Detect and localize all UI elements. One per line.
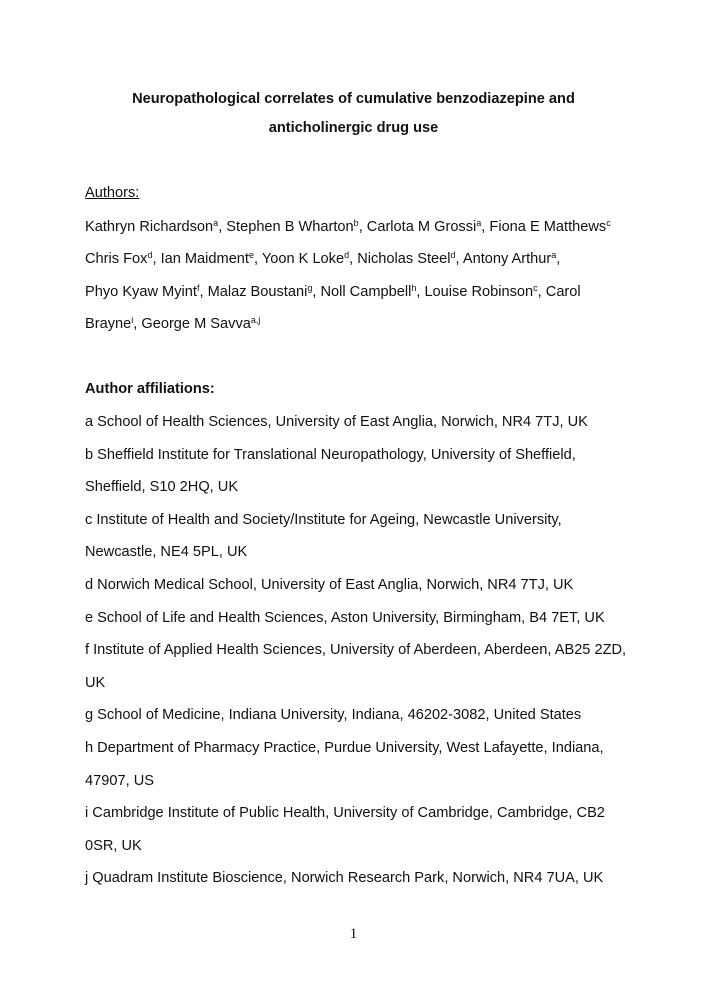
author-line: Kathryn Richardson$^a$, Stephen B Wharton$^b$, Carlota M Grossi$^a$, Fiona E Matthews$^c$ bbox=[85, 218, 611, 235]
author-name: Nicholas Steel bbox=[357, 251, 451, 267]
author-sup: c bbox=[606, 218, 611, 228]
affiliation-line: h Department of Pharmacy Practice, Purdue University, West Lafayette, Indiana, bbox=[85, 740, 604, 756]
author-line: Brayne$^i$, George M Savva$^{a,j}$ bbox=[85, 315, 261, 332]
affiliation-line: Sheffield, S10 2HQ, UK bbox=[85, 479, 239, 496]
author-sup: d bbox=[344, 250, 350, 260]
author-sup: d bbox=[147, 250, 153, 260]
author-sup: g bbox=[307, 283, 313, 293]
author-sup: d bbox=[450, 250, 456, 260]
author-name: Chris Fox bbox=[85, 251, 148, 267]
affiliation-line: i Cambridge Institute of Public Health, University of Cambridge, Cambridge, CB2 bbox=[85, 805, 605, 822]
authors-heading: Authors: bbox=[85, 185, 140, 201]
affiliation-line: c Institute of Health and Society/Institute for Ageing, Newcastle University, bbox=[85, 511, 562, 528]
author-sup: a bbox=[551, 250, 557, 260]
affiliation-line: a School of Health Sciences, University of East Anglia, Norwich, NR4 7TJ, UK bbox=[85, 414, 588, 430]
page-number: 1 bbox=[349, 926, 358, 942]
author-name: Yoon K Loke bbox=[261, 251, 345, 267]
author-name: Antony Arthur bbox=[462, 251, 552, 267]
affiliation-line: 0SR, UK bbox=[85, 837, 142, 854]
author-sup: a bbox=[213, 218, 219, 228]
affiliation-line: b Sheffield Institute for Translational Neuropathology, University of Sheffield, bbox=[85, 446, 576, 463]
author-line: Chris Fox$^d$, Ian Maidment$^e$, Yoon K Loke$^d$, Nicholas Steel$^d$, Antony Arthur$^a$, bbox=[85, 250, 561, 267]
author-sup: a,j bbox=[250, 315, 261, 325]
affiliation-line: Newcastle, NE4 5PL, UK bbox=[85, 544, 248, 561]
author-line: Phyo Kyaw Myint$^f$, Malaz Boustani$^g$, Noll Campbell$^h$, Louise Robinson$^c$, Carol bbox=[85, 283, 581, 300]
affiliation-line: e School of Life and Health Sciences, Aston University, Birmingham, B4 7ET, UK bbox=[85, 609, 605, 626]
paper-title-line-1: Neuropathological correlates of cumulative benzodiazepine and bbox=[132, 91, 575, 107]
affiliation-line: j Quadram Institute Bioscience, Norwich Research Park, Norwich, NR4 7UA, UK bbox=[85, 870, 604, 887]
affiliation-line: UK bbox=[85, 674, 106, 691]
author-sup: c bbox=[533, 283, 538, 293]
author-name: Fiona E Matthews bbox=[489, 219, 607, 235]
author-sup: f bbox=[196, 283, 200, 293]
author-sup: e bbox=[248, 250, 254, 260]
affiliation-line: f Institute of Applied Health Sciences, University of Aberdeen, Aberdeen, AB25 2ZD, bbox=[85, 642, 627, 659]
author-name: Malaz Boustani bbox=[207, 284, 308, 300]
author-name-part: Carol bbox=[545, 284, 581, 300]
author-name: Stephen B Wharton bbox=[226, 219, 354, 235]
author-sup: b bbox=[353, 218, 359, 228]
affiliation-line: 47907, US bbox=[85, 772, 154, 789]
affiliation-line: d Norwich Medical School, University of East Anglia, Norwich, NR4 7TJ, UK bbox=[85, 577, 574, 593]
author-name: Phyo Kyaw Myint bbox=[85, 284, 197, 300]
author-name: Kathryn Richardson bbox=[85, 219, 214, 235]
author-name-part: Brayne bbox=[85, 316, 132, 332]
affiliation-line: g School of Medicine, Indiana University, Indiana, 46202-3082, United States bbox=[85, 707, 582, 724]
author-name: Carlota M Grossi bbox=[366, 219, 477, 235]
author-sup: h bbox=[411, 283, 417, 293]
author-name: George M Savva bbox=[141, 316, 251, 332]
author-sup: a bbox=[476, 218, 482, 228]
author-name: Ian Maidment bbox=[160, 251, 249, 267]
author-name: Louise Robinson bbox=[424, 284, 534, 300]
affiliations-heading: Author affiliations: bbox=[85, 381, 215, 397]
paper-title-line-2: anticholinergic drug use bbox=[268, 120, 439, 136]
author-name: Noll Campbell bbox=[320, 284, 412, 300]
author-sup: i bbox=[131, 315, 134, 325]
